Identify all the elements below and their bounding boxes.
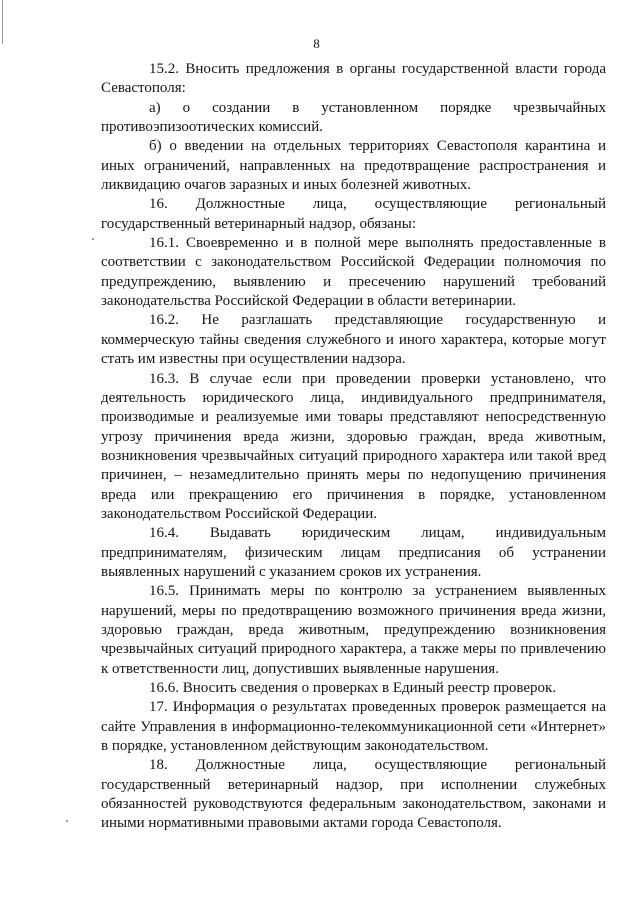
paragraph-16-3: 16.3. В случае если при проведении проверки установлено, что деятельность юридического лица, индивидуального предпринимателя, производимые и реализуемые ими товары представляют непосредственную угрозу причинения вреда жизни, здоровью граждан, вреда животным, возникновения чрезвычайных ситуаций природного характера или такой вред причинен, – незамедлительно принять меры по недопущению причинения вреда или прекращению его причинения в порядке, установленном законодательством Российской Федерации. [101,370,606,522]
paragraph-17: 17. Информация о результатах проведенных проверок размещается на сайте Управления в информационно-телекоммуникационной сети «Интернет» в порядке, установленном действующим законодательством. [101,699,606,755]
paragraph-16-2: 16.2. Не разглашать представляющие государственную и коммерческую тайны сведения служебного и иного характера, которые могут стать им известны при осуществлении надзора. [101,312,606,368]
paragraph-16-1: 16.1. Своевременно и в полной мере выполнять предоставленные в соответствии с законодательством Российской Федерации полномочия по предупреждению, выявлению и пресечению нарушений требований законодательства Российской Федерации в области ветеринарии. [101,235,606,310]
paragraph-15-2-a: а) о создании в установленном порядке чрезвычайных противоэпизоотических комиссий. [101,99,606,136]
scan-dot [66,820,68,822]
paragraph-15-2: 15.2. Вносить предложения в органы государственной власти города Севастополя: [101,61,606,97]
paragraph-16-5: 16.5. Принимать меры по контролю за устранением выявленных нарушений, меры по предотвращению возможного причинения вреда жизни, здоровью граждан, вреда животным, предупреждению возникновения чрезвычайных ситуаций природного характера, а также меры по привлечению к ответственности лиц, допустивших выявленные нарушения. [101,583,606,677]
scan-dot [92,238,94,240]
paragraph-18: 18. Должностные лица, осуществляющие региональный государственный ветеринарный надзор, при исполнении служебных обязанностей руководствуются федеральным законодательством, законами и иными нормативными правовыми актами города Севастополя. [101,757,606,832]
document-body [101,60,606,834]
page-number: 8 [313,36,320,51]
paragraph-16-6: 16.6. Вносить сведения о проверках в Единый реестр проверок. [149,680,557,696]
paragraph-16: 16. Должностные лица, осуществляющие региональный государственный ветеринарный надзор, обязаны: [101,196,606,232]
paragraph-16-4: 16.4. Выдавать юридическим лицам, индивидуальным предпринимателям, физическим лицам предписания об устранении выявленных нарушений с указанием сроков их устранения. [101,525,606,580]
paragraph-15-2-b: б) о введении на отдельных территориях Севастополя карантина и иных ограничений, направленных на предотвращение распространения и ликвидацию очагов заразных и иных болезней животных. [101,138,606,194]
